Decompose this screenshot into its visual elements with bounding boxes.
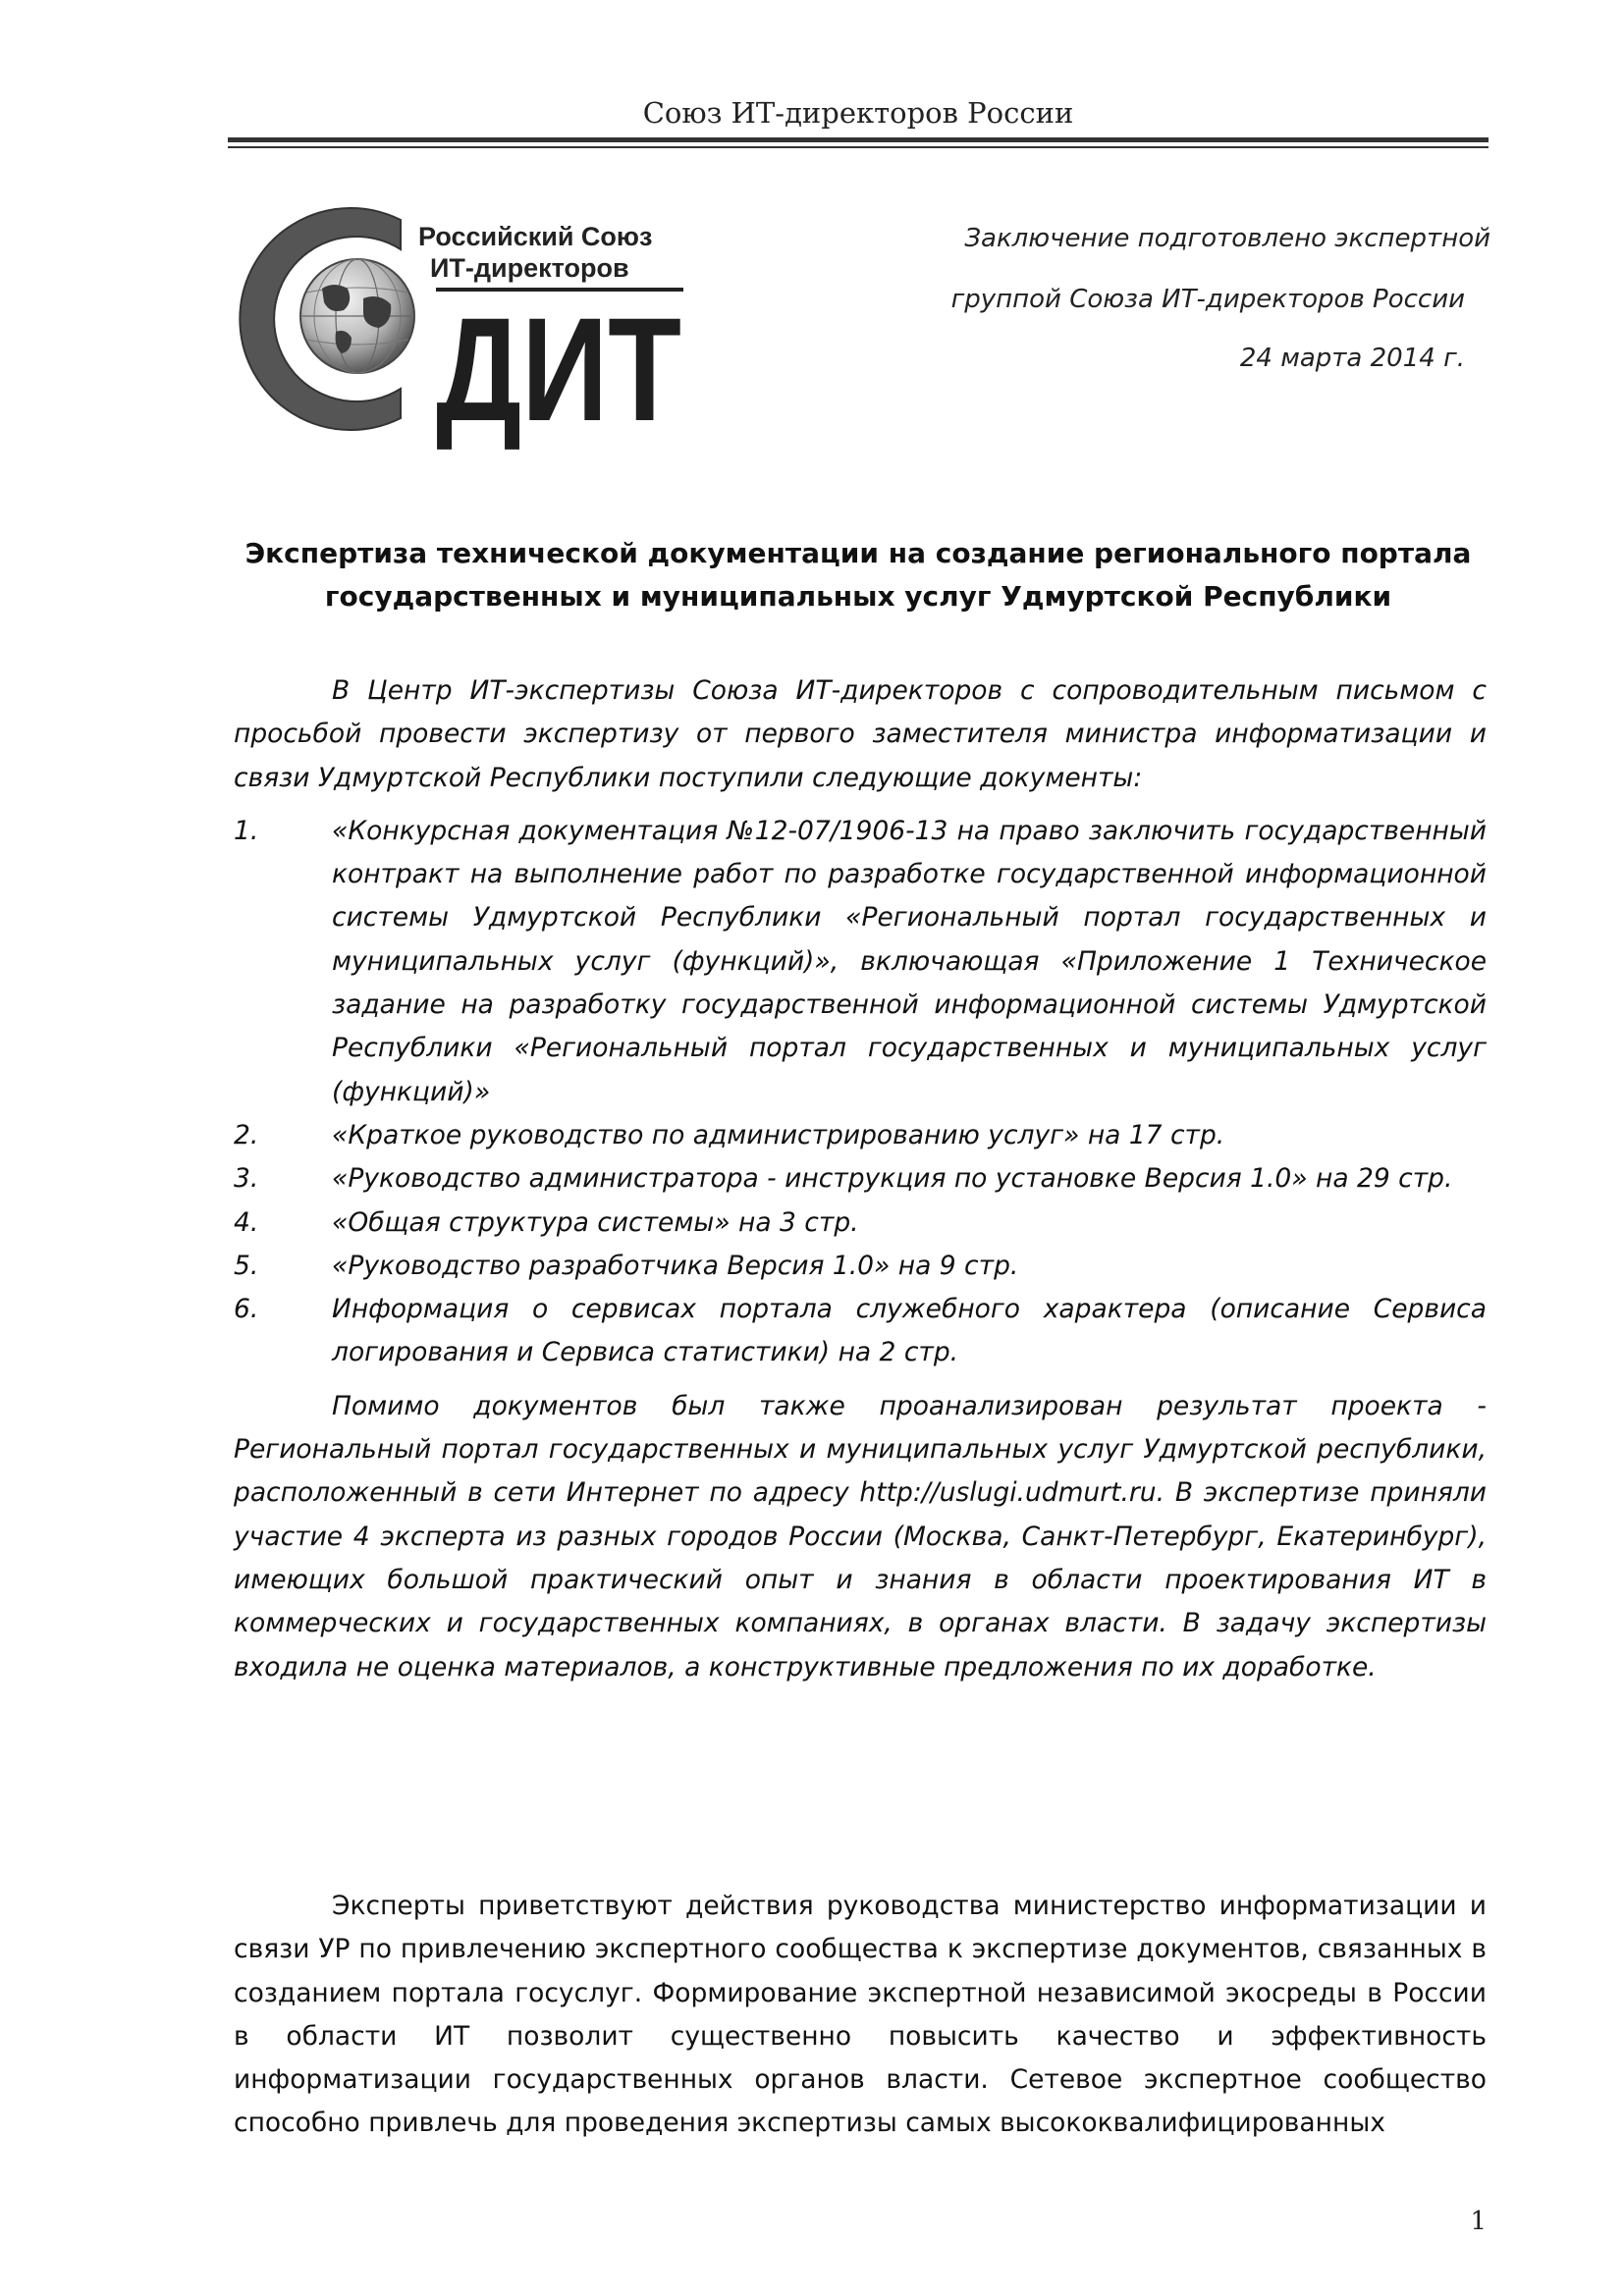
meta-date: 24 марта 2014 г. — [1239, 344, 1465, 373]
list-item-text: «Руководство разработчика Версия 1.0» на 9 стр. — [332, 1250, 1019, 1281]
analysis-paragraph: Помимо документов был также проанализирован результат проекта - Региональный портал государственных и муниципальных услуг Удмуртской республики, расположенный в сети Интернет по адресу http://uslugi.udmurt.ru. В экспертизе приняли участие 4 эксперта из разных городов России (Москва, Санкт-Петербург, Екатеринбург), имеющих большой практический опыт и знания в области проектирования ИТ в коммерческих и государственных компаниях, в органах власти. В задачу экспертизы входила не оценка материалов, а конструктивные предложения по их доработке. — [234, 1390, 1487, 1682]
logo-org-line1: Российский Союз — [418, 222, 653, 251]
list-item — [234, 1114, 1487, 1157]
meta-prepared-by-line2: группой Союза ИТ-директоров России — [950, 285, 1465, 314]
list-item — [234, 1157, 1487, 1201]
document-title — [228, 532, 1489, 618]
list-item — [234, 810, 1487, 1114]
list-item — [234, 1201, 1487, 1245]
list-item-text: «Руководство администратора - инструкция по установке Версия 1.0» на 29 стр. — [332, 1163, 1453, 1195]
italic-section — [234, 669, 1487, 1689]
running-header: Союз ИТ-директоров России — [642, 96, 1074, 130]
logo-letters: ДИТ — [436, 287, 681, 452]
list-item-text: Информация о сервисах портала служебного характера (описание Сервиса логирования и Сервиса статистики) на 2 стр. — [332, 1294, 1487, 1368]
documents-list — [234, 810, 1487, 1375]
list-item-number: 2. — [234, 1119, 259, 1150]
logo-org-line2: ИТ-директоров — [430, 253, 629, 283]
meta-prepared-by-line1: Заключение подготовлено экспертной — [964, 224, 1490, 253]
title-line1: Экспертиза технической документации на создание регионального портала — [244, 537, 1472, 569]
header-rule-thin — [228, 146, 1489, 148]
list-item-text: «Краткое руководство по администрированию услуг» на 17 стр. — [332, 1119, 1225, 1150]
list-item-number: 4. — [234, 1206, 259, 1238]
list-item-number: 3. — [234, 1163, 259, 1195]
experts-section — [234, 1885, 1487, 2146]
title-line2: государственных и муниципальных услуг Удмуртской Республики — [324, 580, 1392, 613]
list-item — [234, 1245, 1487, 1288]
page-number: 1 — [1470, 2207, 1487, 2236]
list-item-number: 6. — [234, 1294, 259, 1325]
header-rule-thick — [228, 137, 1489, 142]
list-item-text: «Конкурсная документация №12-07/1906-13 на право заключить государственный контракт на выполнение работ по разработке государственной информационной системы Удмуртской Республики «Региональный портал государственных и муниципальных услуг (функций)», включающая «Приложение 1 Техническое задание на разработку государственной информационной системы Удмуртской Республики «Региональный портал государственных и муниципальных услуг (функций)» — [332, 815, 1487, 1107]
sodit-logo — [253, 196, 685, 452]
experts-paragraph: Эксперты приветствуют действия руководства министерство информатизации и связи УР по привлечению экспертного сообщества к экспертизе документов, связанных в созданием портала госуслуг. Формирование экспертной независимой экосреды в России в области ИТ позволит существенно повысить качество и эффективность информатизации государственных органов власти. Сетевое экспертное сообщество способно привлечь для проведения экспертизы самых высококвалифицированных — [234, 1891, 1487, 2139]
list-item-number: 5. — [234, 1250, 259, 1281]
intro-paragraph: В Центр ИТ-экспертизы Союза ИТ-директоров с сопроводительным письмом с просьбой провести экспертизу от первого заместителя министра информатизации и связи Удмуртской Республики поступили следующие документы: — [234, 675, 1487, 793]
list-item — [234, 1288, 1487, 1375]
list-item-number: 1. — [234, 815, 259, 846]
list-item-text: «Общая структура системы» на 3 стр. — [332, 1206, 859, 1238]
